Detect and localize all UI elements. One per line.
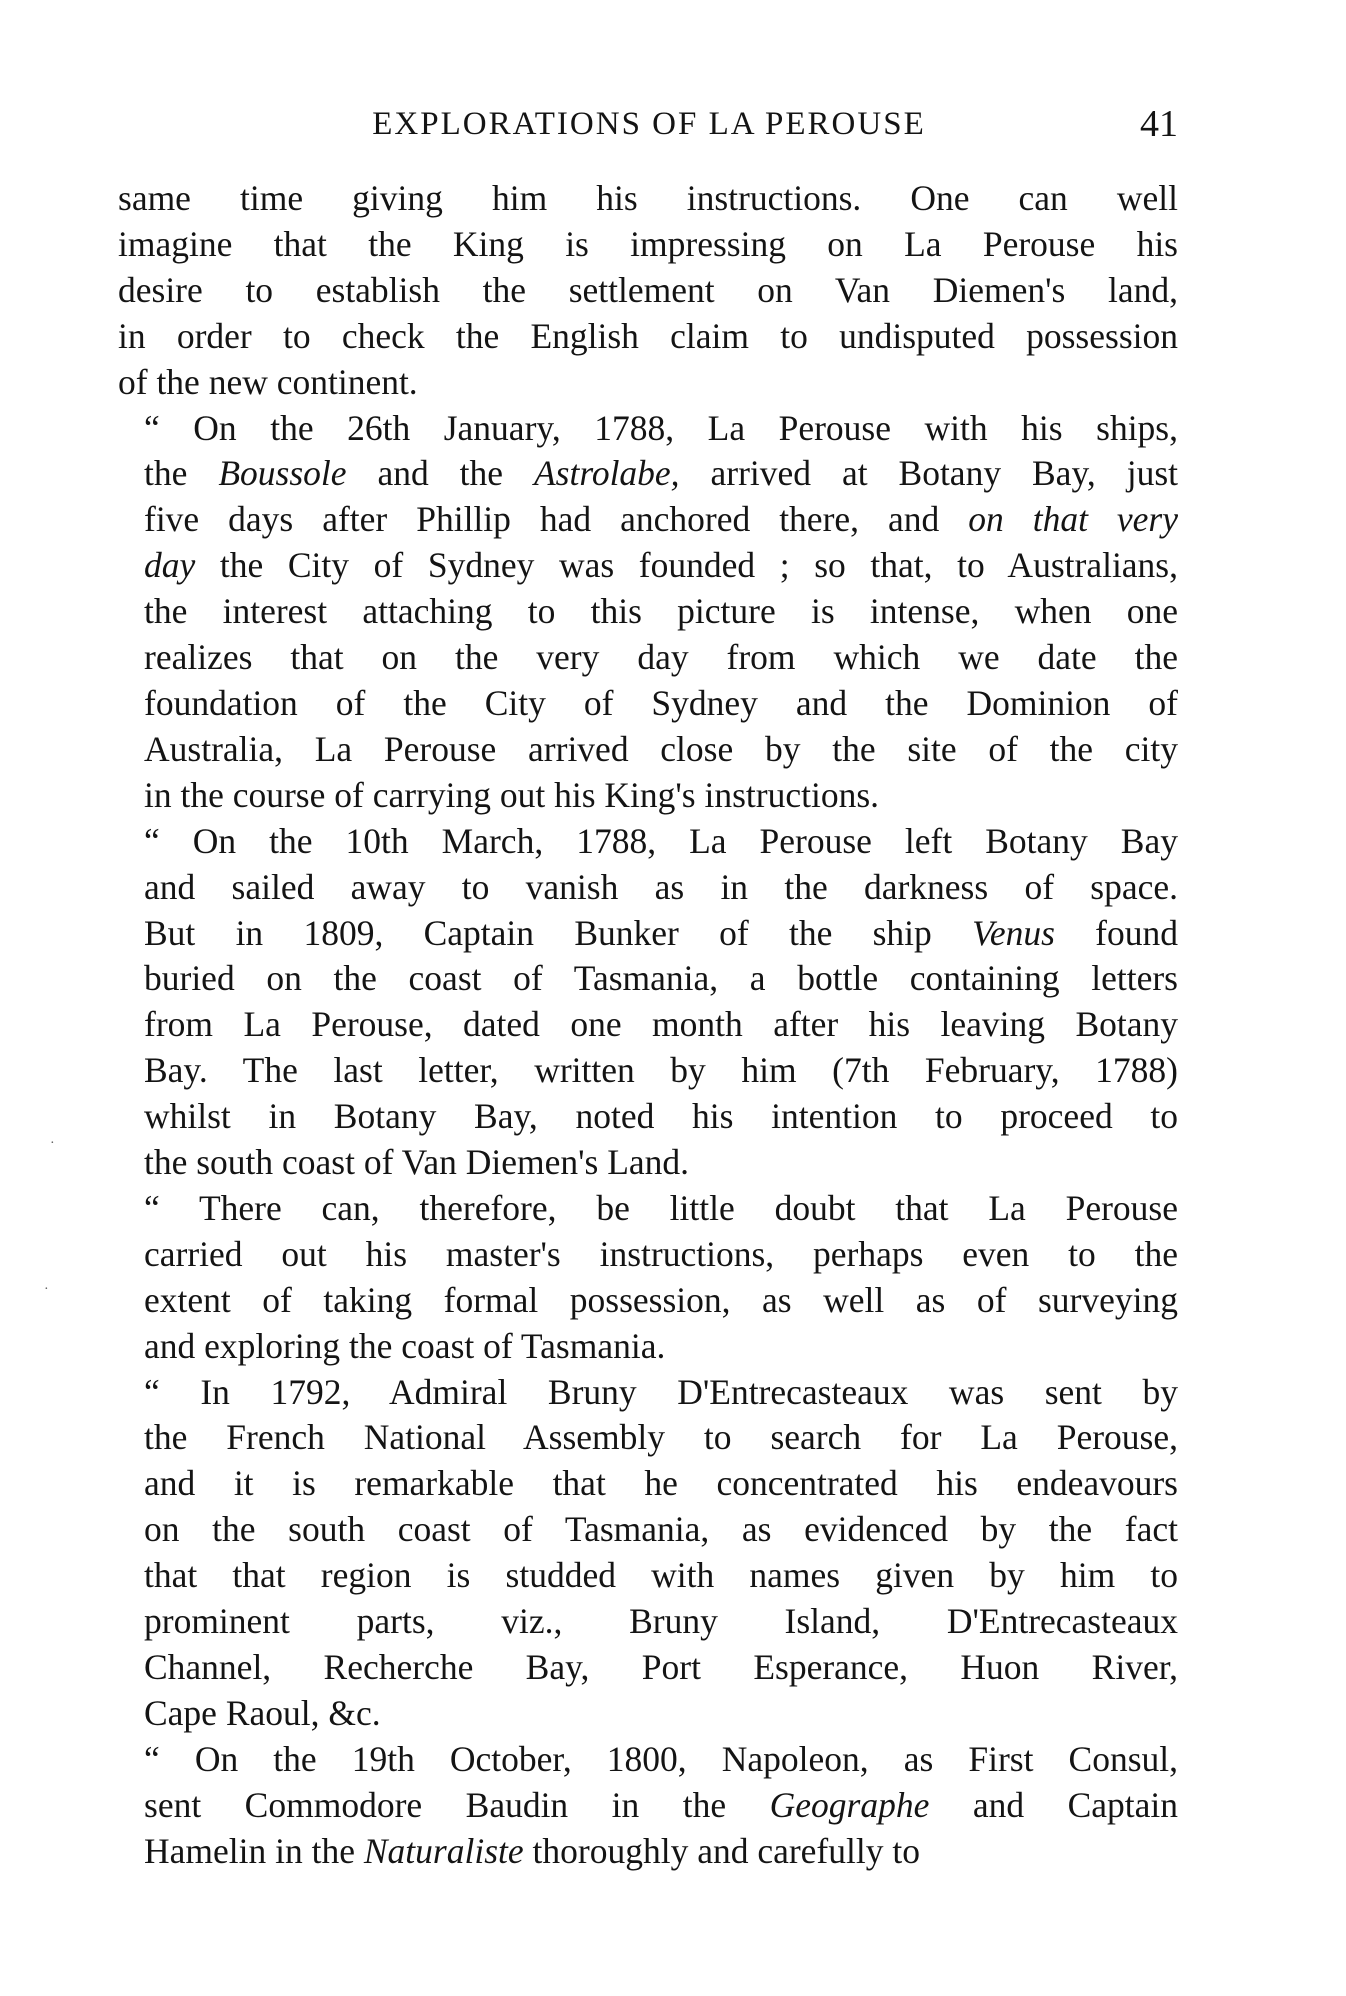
- text-run: sent Commodore Baudin in the: [144, 1784, 770, 1825]
- text-line: [118, 1186, 1178, 1232]
- text-run: desire to establish the settlement on Van Diemen's land,: [118, 269, 1178, 310]
- paragraph: [118, 1737, 1178, 1875]
- text-line: [118, 589, 1178, 635]
- text-line: [118, 1415, 1178, 1461]
- margin-speck: ·: [44, 1282, 49, 1297]
- text-run: the French National Assembly to search for La Perouse,: [144, 1417, 1178, 1458]
- margin-speck: ·: [50, 1136, 55, 1151]
- text-run: Bay. The last letter, written by him (7th February, 1788): [144, 1050, 1178, 1091]
- text-line: [118, 911, 1178, 957]
- text-line: [118, 865, 1178, 911]
- text-line: [118, 360, 1178, 406]
- text-run: on the south coast of Tasmania, as evidenced by the fact: [144, 1509, 1178, 1550]
- text-line: [118, 1278, 1178, 1324]
- text-run: But in 1809, Captain Bunker of the ship: [144, 912, 973, 953]
- text-line: [118, 1645, 1178, 1691]
- text-line: [118, 1461, 1178, 1507]
- text-run: “ In 1792, Admiral Bruny D'Entrecasteaux was sent by: [144, 1371, 1178, 1412]
- text-run: arrived at Botany Bay, just: [679, 453, 1178, 494]
- text-line: [118, 406, 1178, 452]
- text-line: [118, 1553, 1178, 1599]
- text-line: [118, 451, 1178, 497]
- text-run: found: [1054, 912, 1178, 953]
- text-run: the south coast of Van Diemen's Land.: [144, 1142, 690, 1183]
- text-run: and Captain: [929, 1784, 1178, 1825]
- text-line: [118, 1140, 1178, 1186]
- text-line: [118, 773, 1178, 819]
- text-line: [118, 819, 1178, 865]
- text-run: the: [144, 453, 219, 494]
- paragraph: [118, 176, 1178, 406]
- paragraph: [118, 1186, 1178, 1370]
- text-run: Cape Raoul, &c.: [144, 1692, 381, 1733]
- italic-text: Naturaliste: [363, 1830, 524, 1871]
- page-number: 41: [1140, 103, 1178, 145]
- text-line: [118, 314, 1178, 360]
- text-run: imagine that the King is impressing on La Perouse his: [118, 223, 1178, 264]
- text-run: the interest attaching to this picture is intense, when one: [144, 591, 1178, 632]
- text-run: same time giving him his instructions. One can well: [118, 178, 1178, 218]
- text-line: [118, 1048, 1178, 1094]
- italic-text: Astrolabe,: [533, 453, 680, 494]
- text-line: [118, 1783, 1178, 1829]
- text-run: extent of taking formal possession, as well as of surveying: [144, 1279, 1178, 1320]
- text-line: [118, 176, 1178, 222]
- running-head: [120, 98, 1178, 150]
- body-text: [118, 176, 1178, 1875]
- text-run: thoroughly and carefully to: [523, 1830, 920, 1871]
- text-run: the City of Sydney was founded ; so that, to Australians,: [195, 545, 1178, 586]
- text-line: [118, 1324, 1178, 1370]
- text-run: foundation of the City of Sydney and the Dominion of: [144, 682, 1178, 723]
- text-line: [118, 1232, 1178, 1278]
- text-run: that that region is studded with names given by him to: [144, 1555, 1178, 1596]
- text-run: buried on the coast of Tasmania, a bottle containing letters: [144, 958, 1178, 999]
- text-line: [118, 497, 1178, 543]
- text-run: five days after Phillip had anchored there, and: [144, 499, 969, 540]
- text-run: “ On the 10th March, 1788, La Perouse left Botany Bay: [144, 820, 1178, 861]
- text-run: of the new continent.: [118, 361, 418, 402]
- running-title: EXPLORATIONS OF LA PEROUSE: [372, 106, 926, 142]
- text-run: whilst in Botany Bay, noted his intention to proceed to: [144, 1096, 1178, 1137]
- text-line: [118, 1002, 1178, 1048]
- text-run: Hamelin in the: [144, 1830, 364, 1871]
- paragraph: [118, 819, 1178, 1186]
- text-run: and exploring the coast of Tasmania.: [144, 1325, 666, 1366]
- text-run: Channel, Recherche Bay, Port Esperance, Huon River,: [144, 1647, 1178, 1687]
- text-run: from La Perouse, dated one month after his leaving Botany: [144, 1004, 1178, 1045]
- text-line: [118, 635, 1178, 681]
- text-line: [118, 222, 1178, 268]
- italic-text: Boussole: [218, 453, 347, 494]
- text-run: in the course of carrying out his King's instructions.: [144, 774, 880, 815]
- text-run: and the: [346, 453, 534, 494]
- italic-text: day: [144, 545, 196, 586]
- text-line: [118, 1599, 1178, 1645]
- text-line: [118, 681, 1178, 727]
- paragraph: [118, 406, 1178, 819]
- text-run: in order to check the English claim to undisputed possession: [118, 315, 1178, 356]
- text-line: [118, 1829, 1178, 1875]
- paragraph: [118, 1370, 1178, 1737]
- text-run: “ On the 26th January, 1788, La Perouse with his ships,: [144, 407, 1178, 448]
- text-run: “ There can, therefore, be little doubt that La Perouse: [144, 1187, 1178, 1228]
- text-line: [118, 1507, 1178, 1553]
- text-line: [118, 543, 1178, 589]
- italic-text: on that very: [968, 499, 1179, 540]
- text-run: Australia, La Perouse arrived close by the site of the city: [144, 728, 1178, 769]
- text-line: [118, 1691, 1178, 1737]
- text-line: [118, 727, 1178, 773]
- text-line: [118, 956, 1178, 1002]
- text-run: prominent parts, viz., Bruny Island, D'Entrecasteaux: [144, 1601, 1178, 1642]
- text-run: carried out his master's instructions, perhaps even to the: [144, 1233, 1178, 1274]
- text-line: [118, 1737, 1178, 1783]
- text-run: “ On the 19th October, 1800, Napoleon, as First Consul,: [144, 1738, 1178, 1779]
- text-line: [118, 1094, 1178, 1140]
- text-run: realizes that on the very day from which we date the: [144, 637, 1178, 678]
- italic-text: Venus: [972, 912, 1055, 953]
- text-run: and sailed away to vanish as in the darkness of space.: [144, 866, 1178, 907]
- text-run: and it is remarkable that he concentrated his endeavours: [144, 1463, 1178, 1504]
- text-line: [118, 1370, 1178, 1416]
- italic-text: Geographe: [769, 1784, 930, 1825]
- text-line: [118, 268, 1178, 314]
